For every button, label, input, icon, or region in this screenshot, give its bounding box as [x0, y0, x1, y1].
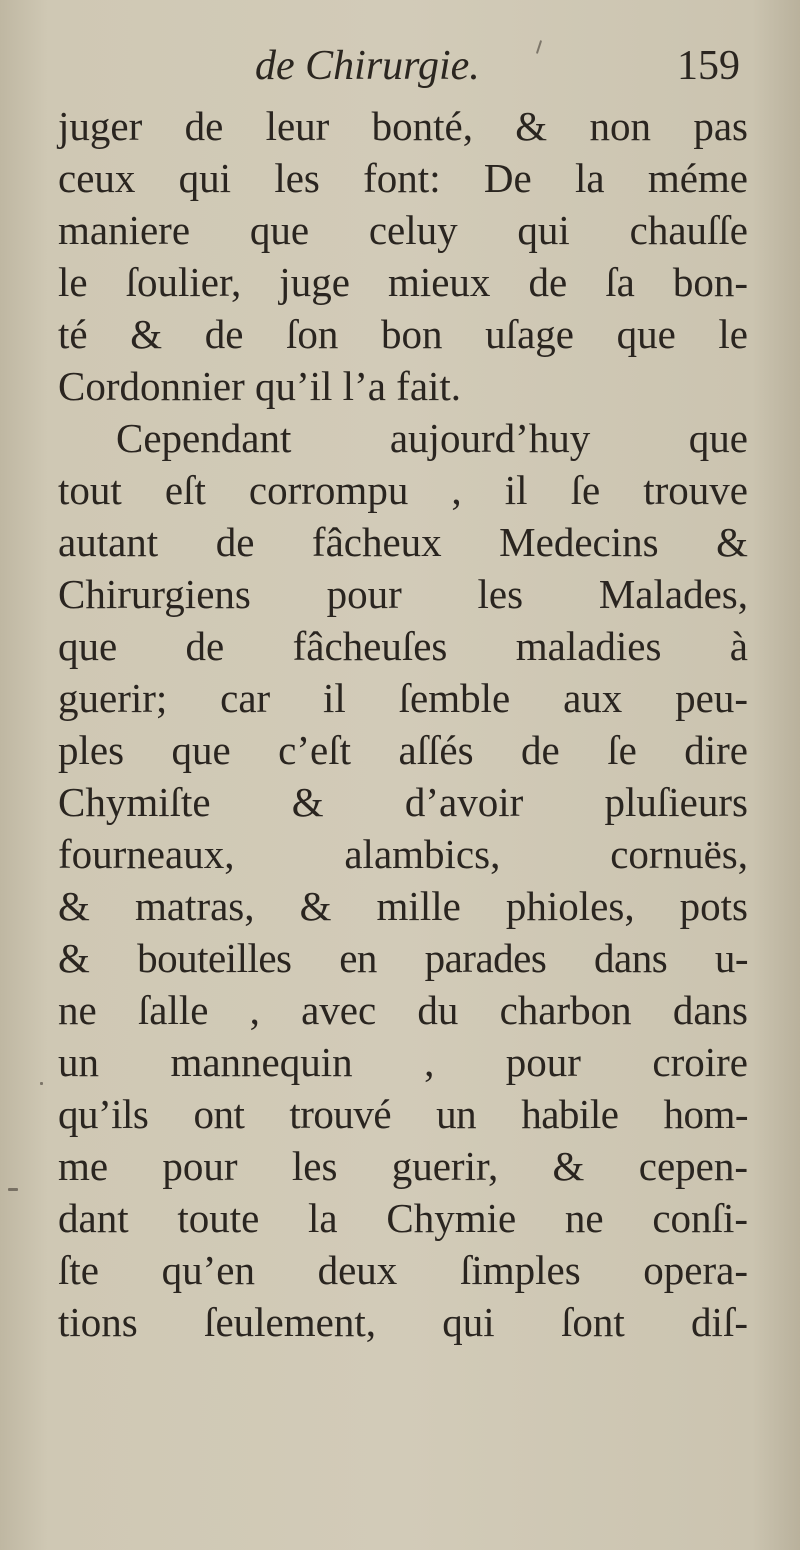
page-number: 159	[677, 43, 740, 89]
text-line: ne ſalle , avec du charbon dans	[58, 987, 748, 1033]
text-line: le ſoulier, juge mieux de ſa bon-	[58, 259, 748, 305]
text-line: juger de leur bonté, & non pas	[58, 103, 748, 149]
text-line: & matras, & mille phioles, pots	[58, 883, 748, 929]
text-line: Chirurgiens pour les Malades,	[58, 571, 748, 617]
ink-speck	[40, 1082, 43, 1085]
text-line: autant de fâcheux Medecins &	[58, 519, 748, 565]
text-line: que de fâcheuſes maladies à	[58, 623, 748, 669]
text-line: fourneaux, alambics, cornuës,	[58, 831, 748, 877]
text-line: & bouteilles en parades dans u-	[58, 935, 748, 981]
text-line: maniere que celuy qui chauſſe	[58, 207, 748, 253]
text-line: ples que c’eſt aſſés de ſe dire	[58, 727, 748, 773]
running-head: de Chirurgie.	[255, 43, 480, 89]
text-line: ceux qui les font: De la méme	[58, 155, 748, 201]
paragraph-start-line: Cependant aujourd’huy que	[116, 415, 748, 461]
text-line: té & de ſon bon uſage que le	[58, 311, 748, 357]
text-line: tout eſt corrompu , il ſe trouve	[58, 467, 748, 513]
ink-speck	[8, 1188, 18, 1191]
text-line: un mannequin , pour croire	[58, 1039, 748, 1085]
text-line: tions ſeulement, qui ſont diſ-	[58, 1299, 748, 1345]
text-line: guerir; car il ſemble aux peu-	[58, 675, 748, 721]
text-line: qu’ils ont trouvé un habile hom-	[58, 1091, 748, 1137]
text-line: Chymiſte & d’avoir pluſieurs	[58, 779, 748, 825]
text-line: me pour les guerir, & cepen-	[58, 1143, 748, 1189]
page-header	[0, 42, 800, 92]
paragraph-end-line: Cordonnier qu’il l’a fait.	[58, 363, 462, 409]
text-line: dant toute la Chymie ne conſi-	[58, 1195, 748, 1241]
text-line: ſte qu’en deux ſimples opera-	[58, 1247, 748, 1293]
body-text	[58, 100, 748, 1348]
